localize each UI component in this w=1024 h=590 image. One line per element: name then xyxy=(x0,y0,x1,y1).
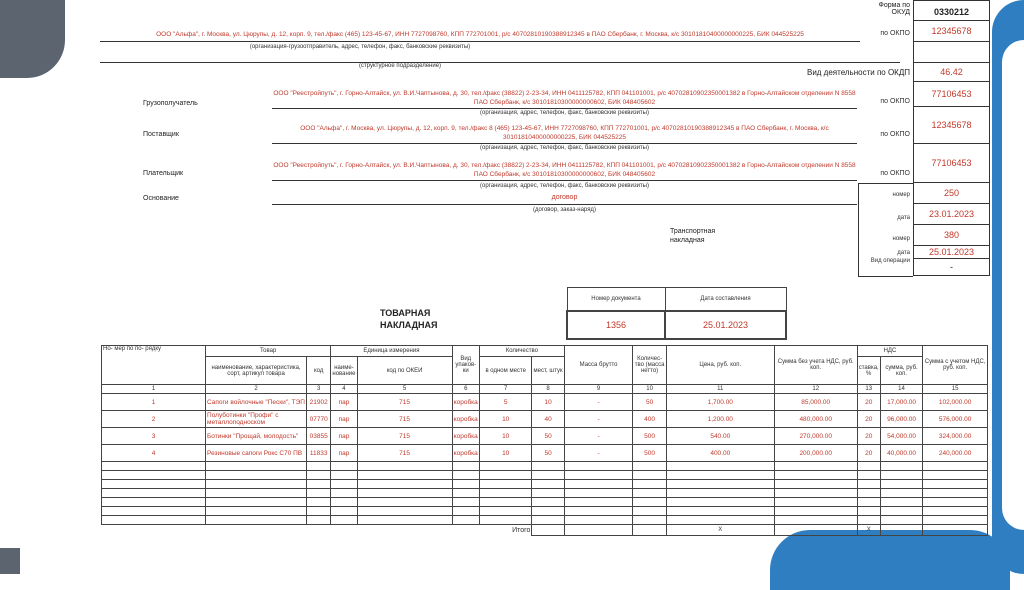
division-caption: (структурное подразделение) xyxy=(358,63,442,69)
transport-number: 380 xyxy=(913,225,990,246)
table-row xyxy=(102,394,988,411)
vat-rate: 20 xyxy=(857,445,880,462)
shipper-text: ООО "Альфа", г. Москва, ул. Цюрупы, д. 12, корп. 9, тел./факс (465) 123-45-67, ИНН 7727098760, КПП 772701001, р/с 40702810190388912345 в ПАО Сбербанк, г. Москва, к/с 30101810400000000225, БИК 044525225 xyxy=(156,31,804,38)
empty-cell xyxy=(357,507,452,516)
h-gross: Масса брутто xyxy=(564,346,633,385)
gross-mass: - xyxy=(564,394,633,411)
payer-line xyxy=(272,180,857,181)
empty-cell xyxy=(206,507,307,516)
sum-novat: 85,000.00 xyxy=(774,394,857,411)
empty-cell xyxy=(452,507,479,516)
empty-row xyxy=(102,516,988,525)
empty-cell xyxy=(633,516,666,525)
net-qty: 500 xyxy=(633,445,666,462)
empty-cell xyxy=(857,480,880,489)
h-goods-name: наименование, характеристика, сорт, артикул товара xyxy=(206,357,307,385)
empty-cell xyxy=(923,507,988,516)
empty-cell xyxy=(857,507,880,516)
total-row xyxy=(102,525,988,536)
payer-label: Плательщик xyxy=(143,170,184,177)
empty-cell xyxy=(774,462,857,471)
sum-vat: 102,000.00 xyxy=(923,394,988,411)
h-unit-okei: код по ОКЕИ xyxy=(357,357,452,385)
qty-one: 10 xyxy=(479,411,532,428)
okud-code: 0330212 xyxy=(913,4,990,21)
doc-number-table xyxy=(566,287,787,340)
empty-cell xyxy=(452,480,479,489)
h-goods: Товар xyxy=(206,346,331,357)
pack-type: коробка xyxy=(452,445,479,462)
empty-cell xyxy=(532,489,564,498)
empty-cell xyxy=(880,507,922,516)
vat-rate: 20 xyxy=(857,394,880,411)
row-number: 3 xyxy=(102,428,206,445)
empty-cell xyxy=(923,471,988,480)
empty-cell xyxy=(633,471,666,480)
payer-text: ООО "Реестройпуть", г. Горно-Алтайск, ул. В.И.Чаптынова, д. 30, тел./факс (38822) 2-23-34, ИНН 0411125782, КПП 041101001, р/с 40702810902350001382 в Горно-Алтайском отделении N 8558 ПАО Сбербанк, к/с 30101810300000000602, БИК 048405602 xyxy=(273,162,856,178)
supplier-caption: (организация, адрес, телефон, факс, банковские реквизиты) xyxy=(480,145,649,151)
empty-cell xyxy=(633,498,666,507)
empty-cell xyxy=(880,516,922,525)
empty-cell xyxy=(206,489,307,498)
empty-cell xyxy=(880,480,922,489)
goods-code: 21902 xyxy=(307,394,331,411)
empty-cell xyxy=(774,489,857,498)
goods-name: Резиновые сапоги Рокс С70 ПВ xyxy=(206,445,307,462)
row-number: 1 xyxy=(102,394,206,411)
consignee-line xyxy=(272,108,857,109)
empty-cell xyxy=(564,516,633,525)
empty-cell xyxy=(206,462,307,471)
basis-caption: (договор, заказ-наряд) xyxy=(533,207,596,213)
shipper-okpo: 12345678 xyxy=(913,21,990,42)
empty-cell xyxy=(923,498,988,507)
empty-cell xyxy=(532,498,564,507)
empty-cell xyxy=(666,489,774,498)
empty-cell xyxy=(307,498,331,507)
doc-title-line1: ТОВАРНАЯ xyxy=(380,308,431,318)
shipper-okpo-label: по ОКПО xyxy=(880,30,910,37)
empty-cell xyxy=(923,516,988,525)
qty-places: 50 xyxy=(532,445,564,462)
h-qty-places: мест, штук xyxy=(532,357,564,385)
empty-cell xyxy=(564,471,633,480)
empty-cell xyxy=(479,480,532,489)
empty-cell xyxy=(532,471,564,480)
empty-cell xyxy=(102,498,206,507)
sum-novat: 270,000.00 xyxy=(774,428,857,445)
empty-cell xyxy=(564,489,633,498)
empty-cell xyxy=(357,480,452,489)
price: 400.00 xyxy=(666,445,774,462)
empty-cell xyxy=(307,516,331,525)
qty-one: 10 xyxy=(479,445,532,462)
goods-code: 11833 xyxy=(307,445,331,462)
form-label: Форма по ОКУД xyxy=(878,2,910,16)
table-row xyxy=(102,428,988,445)
empty-cell xyxy=(331,489,357,498)
basis-date: 23.01.2023 xyxy=(913,204,990,225)
vat-rate: 20 xyxy=(857,411,880,428)
empty-cell xyxy=(774,498,857,507)
empty-cell xyxy=(857,489,880,498)
empty-cell xyxy=(564,480,633,489)
qty-places: 10 xyxy=(532,394,564,411)
goods-name: Сапоги войлочные "Пески", ТЭП xyxy=(206,394,307,411)
empty-cell xyxy=(357,489,452,498)
gross-mass: - xyxy=(564,411,633,428)
empty-cell xyxy=(880,489,922,498)
colnum: 8 xyxy=(532,385,564,394)
operation-code: - xyxy=(913,259,990,276)
unit-okei: 715 xyxy=(357,411,452,428)
empty-cell xyxy=(774,480,857,489)
basis-value: договор xyxy=(551,194,578,201)
table-row xyxy=(102,445,988,462)
empty-cell xyxy=(102,480,206,489)
empty-cell xyxy=(331,498,357,507)
colnum: 1 xyxy=(102,385,206,394)
supplier-line xyxy=(272,143,857,144)
empty-cell xyxy=(479,507,532,516)
empty-cell xyxy=(532,516,564,525)
basis-line xyxy=(272,204,857,205)
qty-one: 5 xyxy=(479,394,532,411)
empty-cell xyxy=(857,498,880,507)
sum-vat: 324,000.00 xyxy=(923,428,988,445)
total-x-rate: X xyxy=(857,525,880,536)
empty-cell xyxy=(923,489,988,498)
empty-cell xyxy=(307,480,331,489)
unit-name: пар xyxy=(331,394,357,411)
doc-date-header: Дата составления xyxy=(665,288,786,312)
colnum: 5 xyxy=(357,385,452,394)
colnum: 7 xyxy=(479,385,532,394)
empty-cell xyxy=(102,489,206,498)
empty-cell xyxy=(357,498,452,507)
total-x-price: X xyxy=(666,525,774,536)
empty-cell xyxy=(633,462,666,471)
vat-sum: 54,000.00 xyxy=(880,428,922,445)
pack-type: коробка xyxy=(452,394,479,411)
net-qty: 400 xyxy=(633,411,666,428)
goods-name: Полуботинки "Профи" с металлоподноском xyxy=(206,411,307,428)
division-code xyxy=(913,42,990,63)
empty-cell xyxy=(774,507,857,516)
vat-sum: 96,000.00 xyxy=(880,411,922,428)
unit-name: пар xyxy=(331,445,357,462)
h-code: код xyxy=(307,357,331,385)
empty-cell xyxy=(564,507,633,516)
price: 1,200.00 xyxy=(666,411,774,428)
empty-cell xyxy=(331,507,357,516)
h-sum-vat: Сумма с учетом НДС, руб. коп. xyxy=(923,346,988,385)
empty-cell xyxy=(880,462,922,471)
gross-mass: - xyxy=(564,445,633,462)
sum-vat: 240,000.00 xyxy=(923,445,988,462)
sum-novat: 480,000.00 xyxy=(774,411,857,428)
h-price: Цена, руб. коп. xyxy=(666,346,774,385)
h-vat-sum: сумма, руб. коп. xyxy=(880,357,922,385)
shipper-line xyxy=(100,41,860,42)
basis-number: 250 xyxy=(913,183,990,204)
empty-cell xyxy=(206,471,307,480)
empty-row xyxy=(102,489,988,498)
empty-cell xyxy=(331,480,357,489)
decor-shape-top-left xyxy=(0,0,65,78)
empty-cell xyxy=(666,507,774,516)
basis-label: Основание xyxy=(143,195,179,202)
empty-row xyxy=(102,498,988,507)
goods-name: Ботинки "Прощай, молодость" xyxy=(206,428,307,445)
decor-shape-bottom xyxy=(770,530,1010,590)
transport-number-label: номер xyxy=(892,236,910,242)
payer-caption: (организация, адрес, телефон, факс, банковские реквизиты) xyxy=(480,183,649,189)
h-pack: Вид упаков- ки xyxy=(452,346,479,385)
vat-rate: 20 xyxy=(857,428,880,445)
empty-cell xyxy=(102,516,206,525)
empty-cell xyxy=(633,489,666,498)
decor-shape-bottom-left xyxy=(0,548,20,574)
colnum: 10 xyxy=(633,385,666,394)
empty-cell xyxy=(479,516,532,525)
empty-cell xyxy=(633,507,666,516)
empty-cell xyxy=(479,498,532,507)
empty-cell xyxy=(307,489,331,498)
empty-cell xyxy=(452,489,479,498)
consignee-caption: (организация, адрес, телефон, факс, банковские реквизиты) xyxy=(480,110,649,116)
h-net: Количес- тво (масса нетто) xyxy=(633,346,666,385)
empty-cell xyxy=(633,480,666,489)
empty-cell xyxy=(857,516,880,525)
h-rownum: Но- мер по по- рядку xyxy=(102,346,206,385)
empty-cell xyxy=(479,489,532,498)
colnum: 6 xyxy=(452,385,479,394)
empty-cell xyxy=(206,480,307,489)
qty-places: 50 xyxy=(532,428,564,445)
empty-cell xyxy=(532,462,564,471)
gross-mass: - xyxy=(564,428,633,445)
empty-cell xyxy=(206,516,307,525)
h-unit-name: наиме- нование xyxy=(331,357,357,385)
total-label: Итого xyxy=(512,526,531,534)
empty-cell xyxy=(666,462,774,471)
doc-title-line2: НАКЛАДНАЯ xyxy=(380,320,438,330)
decor-shape-right-inner xyxy=(1002,40,1024,530)
unit-okei: 715 xyxy=(357,445,452,462)
doc-number-header: Номер документа xyxy=(567,288,665,312)
qty-one: 10 xyxy=(479,428,532,445)
activity-code: 46.42 xyxy=(913,63,990,82)
colnum: 15 xyxy=(923,385,988,394)
empty-cell xyxy=(666,516,774,525)
h-vat-rate: ставка, % xyxy=(857,357,880,385)
pack-type: коробка xyxy=(452,411,479,428)
unit-name: пар xyxy=(331,428,357,445)
empty-cell xyxy=(102,462,206,471)
operation-label: Вид операции xyxy=(870,258,910,264)
empty-cell xyxy=(532,480,564,489)
empty-cell xyxy=(564,462,633,471)
colnum: 4 xyxy=(331,385,357,394)
colnum: 2 xyxy=(206,385,307,394)
empty-cell xyxy=(331,462,357,471)
sum-vat: 576,000.00 xyxy=(923,411,988,428)
empty-cell xyxy=(774,471,857,480)
transport-date: 25.01.2023 xyxy=(913,246,990,259)
h-sum-novat: Сумма без учета НДС, руб. коп. xyxy=(774,346,857,385)
consignee-label: Грузополучатель xyxy=(143,100,198,107)
vat-sum: 40,000.00 xyxy=(880,445,922,462)
empty-cell xyxy=(857,462,880,471)
goods-code: 07770 xyxy=(307,411,331,428)
empty-cell xyxy=(331,516,357,525)
goods-code: 03855 xyxy=(307,428,331,445)
supplier-text: ООО "Альфа", г. Москва, ул. Цюрупы, д. 12, корп. 9, тел./факс 8 (465) 123-45-67, ИНН 7727098760, КПП 772701001, р/с 40702810190388912345 в ПАО Сбербанк, г. Москва, к/с 30101810400000000225, БИК 044525225 xyxy=(300,125,829,141)
consignee-okpo: 77106453 xyxy=(913,82,990,107)
empty-cell xyxy=(880,471,922,480)
colnum: 11 xyxy=(666,385,774,394)
empty-cell xyxy=(102,471,206,480)
empty-cell xyxy=(452,471,479,480)
basis-number-label: номер xyxy=(892,192,910,198)
empty-cell xyxy=(666,471,774,480)
consignee-okpo-label: по ОКПО xyxy=(880,98,910,105)
empty-cell xyxy=(307,471,331,480)
transport-date-label: дата xyxy=(897,250,910,256)
net-qty: 50 xyxy=(633,394,666,411)
price: 1,700.00 xyxy=(666,394,774,411)
qty-places: 40 xyxy=(532,411,564,428)
supplier-okpo-label: по ОКПО xyxy=(880,131,910,138)
vat-sum: 17,000.00 xyxy=(880,394,922,411)
unit-okei: 715 xyxy=(357,428,452,445)
empty-cell xyxy=(357,471,452,480)
empty-cell xyxy=(357,516,452,525)
empty-cell xyxy=(357,462,452,471)
row-number: 4 xyxy=(102,445,206,462)
empty-cell xyxy=(532,507,564,516)
empty-cell xyxy=(307,507,331,516)
empty-cell xyxy=(923,480,988,489)
colnum: 3 xyxy=(307,385,331,394)
colnum: 9 xyxy=(564,385,633,394)
table-row xyxy=(102,411,988,428)
empty-row xyxy=(102,480,988,489)
payer-okpo: 77106453 xyxy=(913,144,990,183)
empty-cell xyxy=(102,507,206,516)
shipper-caption: (организация-грузоотправитель, адрес, телефон, факс, банковские реквизиты) xyxy=(249,44,471,50)
empty-cell xyxy=(923,462,988,471)
h-qty-one: в одном месте xyxy=(479,357,532,385)
empty-row xyxy=(102,471,988,480)
empty-cell xyxy=(564,498,633,507)
colnum: 13 xyxy=(857,385,880,394)
colnum: 14 xyxy=(880,385,922,394)
basis-date-label: дата xyxy=(897,215,910,221)
doc-number: 1356 xyxy=(567,311,665,339)
net-qty: 500 xyxy=(633,428,666,445)
transport-label: Транспортная накладная xyxy=(670,228,716,244)
consignee-text: ООО "Реестройпуть", г. Горно-Алтайск, ул. В.И.Чаптынова, д. 30, тел./факс (38822) 2-23-34, ИНН 0411125782, КПП 041101001, р/с 40702810902350001382 в Горно-Алтайском отделении N 8558 ПАО Сбербанк, к/с 30101810300000000602, БИК 048405602 xyxy=(273,90,856,106)
unit-okei: 715 xyxy=(357,394,452,411)
empty-cell xyxy=(666,480,774,489)
h-qty: Количество xyxy=(479,346,564,357)
empty-cell xyxy=(857,471,880,480)
pack-type: коробка xyxy=(452,428,479,445)
sum-novat: 200,000.00 xyxy=(774,445,857,462)
price: 540.00 xyxy=(666,428,774,445)
empty-cell xyxy=(452,462,479,471)
empty-cell xyxy=(666,498,774,507)
empty-cell xyxy=(331,471,357,480)
empty-row xyxy=(102,462,988,471)
empty-cell xyxy=(774,516,857,525)
payer-okpo-label: по ОКПО xyxy=(880,170,910,177)
supplier-label: Поставщик xyxy=(143,131,179,138)
empty-cell xyxy=(206,498,307,507)
h-vat: НДС xyxy=(857,346,923,357)
empty-cell xyxy=(479,462,532,471)
activity-label: Вид деятельности по ОКДП xyxy=(806,68,910,77)
empty-cell xyxy=(880,498,922,507)
empty-cell xyxy=(452,516,479,525)
goods-table xyxy=(101,345,988,536)
empty-cell xyxy=(479,471,532,480)
supplier-okpo: 12345678 xyxy=(913,107,990,144)
empty-cell xyxy=(307,462,331,471)
row-number: 2 xyxy=(102,411,206,428)
h-unit: Единица измерения xyxy=(331,346,452,357)
doc-date: 25.01.2023 xyxy=(665,311,786,339)
colnum: 12 xyxy=(774,385,857,394)
unit-name: пар xyxy=(331,411,357,428)
empty-cell xyxy=(452,498,479,507)
empty-row xyxy=(102,507,988,516)
column-numbers-row xyxy=(102,385,988,394)
